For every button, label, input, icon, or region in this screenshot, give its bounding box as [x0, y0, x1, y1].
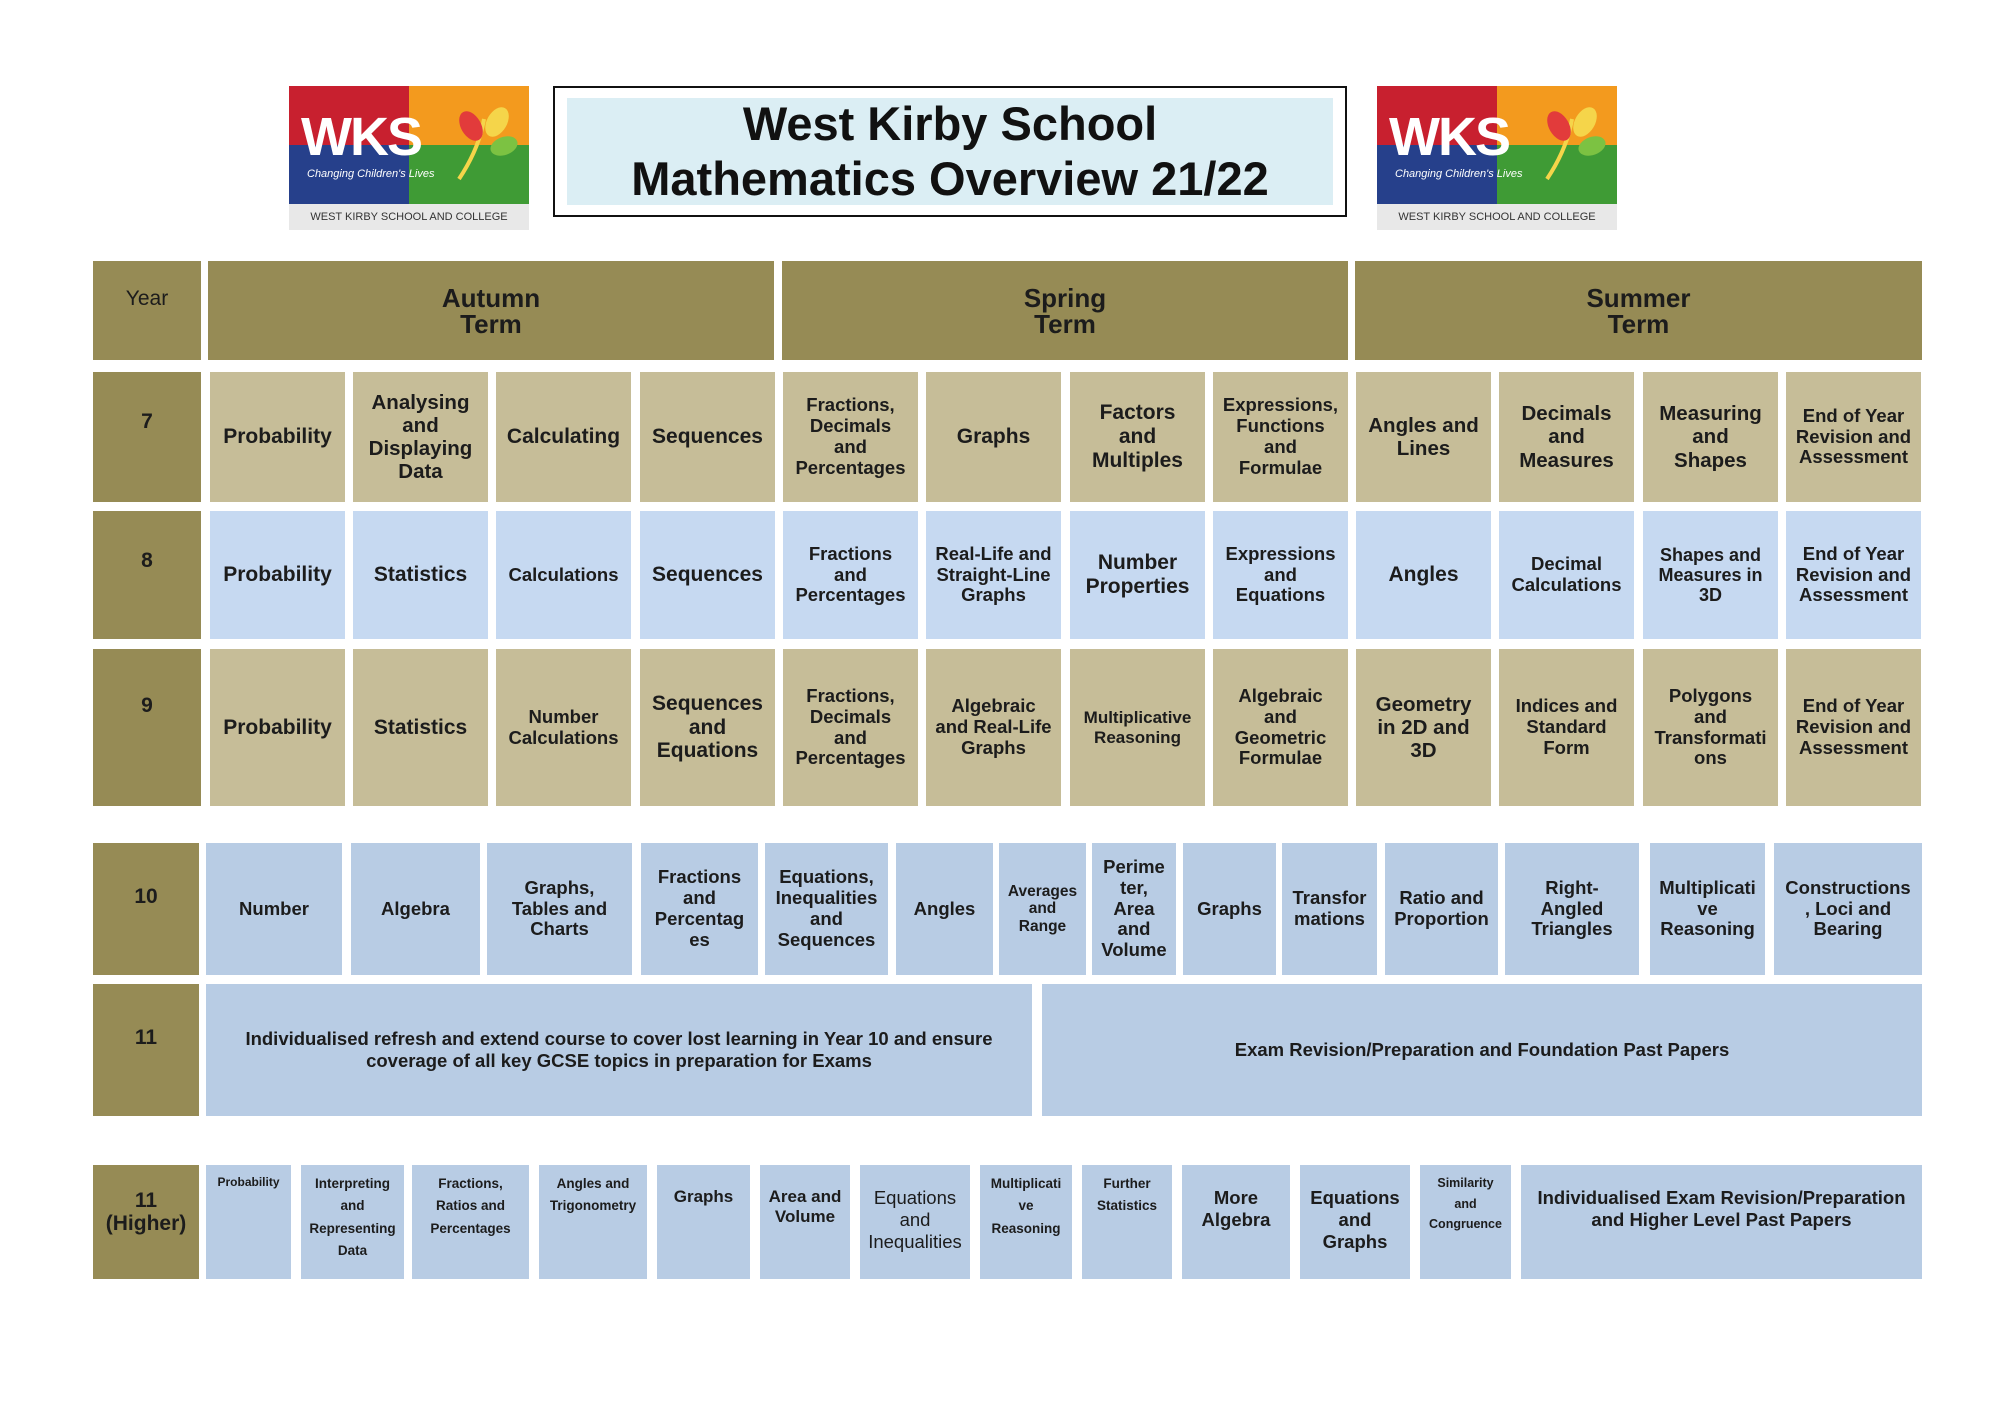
topic-cell-y10: Angles: [896, 843, 993, 975]
topic-cell-y7: Factors and Multiples: [1070, 372, 1205, 502]
topic-cell-y7: Sequences: [640, 372, 775, 502]
flower-icon: [449, 104, 519, 184]
year11-refresh-course: Individualised refresh and extend course to cover lost learning in Year 10 and ensure coverage of all key GCSE topics in preparation for Exams: [206, 984, 1032, 1116]
topic-cell-y11-higher: Equations and Graphs: [1300, 1165, 1410, 1279]
topic-cell-y8: Probability: [210, 511, 345, 639]
topic-cell-y8: Angles: [1356, 511, 1491, 639]
topic-cell-y10: Right- Angled Triangles: [1505, 843, 1639, 975]
topic-cell-y7: Fractions, Decimals and Percentages: [783, 372, 918, 502]
topic-cell-y7: Calculating: [496, 372, 631, 502]
topic-cell-y10: Graphs, Tables and Charts: [487, 843, 632, 975]
year-label-7: 7: [93, 372, 201, 502]
topic-cell-y8: Sequences: [640, 511, 775, 639]
topic-cell-y8: Fractions and Percentages: [783, 511, 918, 639]
year-header: Year: [93, 261, 201, 360]
topic-cell-y9: Fractions, Decimals and Percentages: [783, 649, 918, 806]
year-label-8: 8: [93, 511, 201, 639]
topic-cell-y8: Expressions and Equations: [1213, 511, 1348, 639]
topic-cell-y9: Statistics: [353, 649, 488, 806]
logo-text: WKS: [301, 107, 421, 167]
year11-exam-revision: Exam Revision/Preparation and Foundation Past Papers: [1042, 984, 1922, 1116]
topic-cell-y10: Number: [206, 843, 342, 975]
topic-cell-y10: Multiplicati ve Reasoning: [1650, 843, 1765, 975]
year-label-9: 9: [93, 649, 201, 806]
title-box: [553, 86, 1347, 217]
topic-cell-y7: Angles and Lines: [1356, 372, 1491, 502]
flower-icon: [1537, 104, 1607, 184]
logo-text: WKS: [1389, 107, 1509, 167]
page-subtitle: Mathematics Overview 21/22: [631, 151, 1269, 205]
logo-tagline: Changing Children's Lives: [307, 168, 435, 180]
school-logo-left: [289, 86, 529, 230]
topic-cell-y8: Decimal Calculations: [1499, 511, 1634, 639]
topic-cell-y10: Perime ter, Area and Volume: [1092, 843, 1176, 975]
topic-cell-y7: Analysing and Displaying Data: [353, 372, 488, 502]
topic-cell-y7: Expressions, Functions and Formulae: [1213, 372, 1348, 502]
topic-cell-y11-higher: Graphs: [657, 1165, 750, 1279]
topic-cell-y8: End of Year Revision and Assessment: [1786, 511, 1921, 639]
logo-tagline: Changing Children's Lives: [1395, 168, 1523, 180]
topic-cell-y8: Shapes and Measures in 3D: [1643, 511, 1778, 639]
topic-cell-y11-higher: Individualised Exam Revision/Preparation and Higher Level Past Papers: [1521, 1165, 1922, 1279]
topic-cell-y9: End of Year Revision and Assessment: [1786, 649, 1921, 806]
topic-cell-y11-higher: Equations and Inequalities: [860, 1165, 970, 1279]
topic-cell-y11-higher: Angles and Trigonometry: [539, 1165, 647, 1279]
topic-cell-y9: Algebraic and Geometric Formulae: [1213, 649, 1348, 806]
topic-cell-y11-higher: Fractions, Ratios and Percentages: [412, 1165, 529, 1279]
topic-cell-y11-higher: Interpreting and Representing Data: [301, 1165, 404, 1279]
year-label-11: 11: [93, 984, 199, 1116]
topic-cell-y7: End of Year Revision and Assessment: [1786, 372, 1921, 502]
topic-cell-y9: Multiplicative Reasoning: [1070, 649, 1205, 806]
topic-cell-y10: Algebra: [351, 843, 480, 975]
topic-cell-y11-higher: More Algebra: [1182, 1165, 1290, 1279]
topic-cell-y9: Number Calculations: [496, 649, 631, 806]
topic-cell-y8: Real-Life and Straight-Line Graphs: [926, 511, 1061, 639]
topic-cell-y8: Statistics: [353, 511, 488, 639]
topic-cell-y9: Probability: [210, 649, 345, 806]
topic-cell-y7: Measuring and Shapes: [1643, 372, 1778, 502]
logo-footer: WEST KIRBY SCHOOL AND COLLEGE: [1377, 204, 1617, 230]
topic-cell-y10: Graphs: [1183, 843, 1276, 975]
topic-cell-y11-higher: Probability: [206, 1165, 291, 1279]
topic-cell-y10: Fractions and Percentag es: [641, 843, 758, 975]
topic-cell-y10: Averages and Range: [999, 843, 1086, 975]
topic-cell-y11-higher: Further Statistics: [1082, 1165, 1172, 1279]
school-logo-right: [1377, 86, 1617, 230]
topic-cell-y8: Calculations: [496, 511, 631, 639]
topic-cell-y9: Indices and Standard Form: [1499, 649, 1634, 806]
page-title: West Kirby School: [742, 97, 1158, 151]
topic-cell-y7: Decimals and Measures: [1499, 372, 1634, 502]
topic-cell-y10: Equations, Inequalities and Sequences: [765, 843, 888, 975]
topic-cell-y8: Number Properties: [1070, 511, 1205, 639]
year-label-11-higher: 11 (Higher): [93, 1165, 199, 1279]
topic-cell-y9: Algebraic and Real-Life Graphs: [926, 649, 1061, 806]
topic-cell-y10: Constructions , Loci and Bearing: [1774, 843, 1922, 975]
topic-cell-y9: Polygons and Transformati ons: [1643, 649, 1778, 806]
year-label-10: 10: [93, 843, 199, 975]
summer-term-header: Summer Term: [1355, 261, 1922, 360]
topic-cell-y11-higher: Area and Volume: [760, 1165, 850, 1279]
topic-cell-y9: Sequences and Equations: [640, 649, 775, 806]
topic-cell-y10: Ratio and Proportion: [1385, 843, 1498, 975]
topic-cell-y7: Graphs: [926, 372, 1061, 502]
autumn-term-header: Autumn Term: [208, 261, 774, 360]
spring-term-header: Spring Term: [782, 261, 1348, 360]
topic-cell-y9: Geometry in 2D and 3D: [1356, 649, 1491, 806]
topic-cell-y10: Transfor mations: [1282, 843, 1377, 975]
logo-footer: WEST KIRBY SCHOOL AND COLLEGE: [289, 204, 529, 230]
topic-cell-y7: Probability: [210, 372, 345, 502]
topic-cell-y11-higher: Similarity and Congruence: [1420, 1165, 1511, 1279]
topic-cell-y11-higher: Multiplicati ve Reasoning: [980, 1165, 1072, 1279]
